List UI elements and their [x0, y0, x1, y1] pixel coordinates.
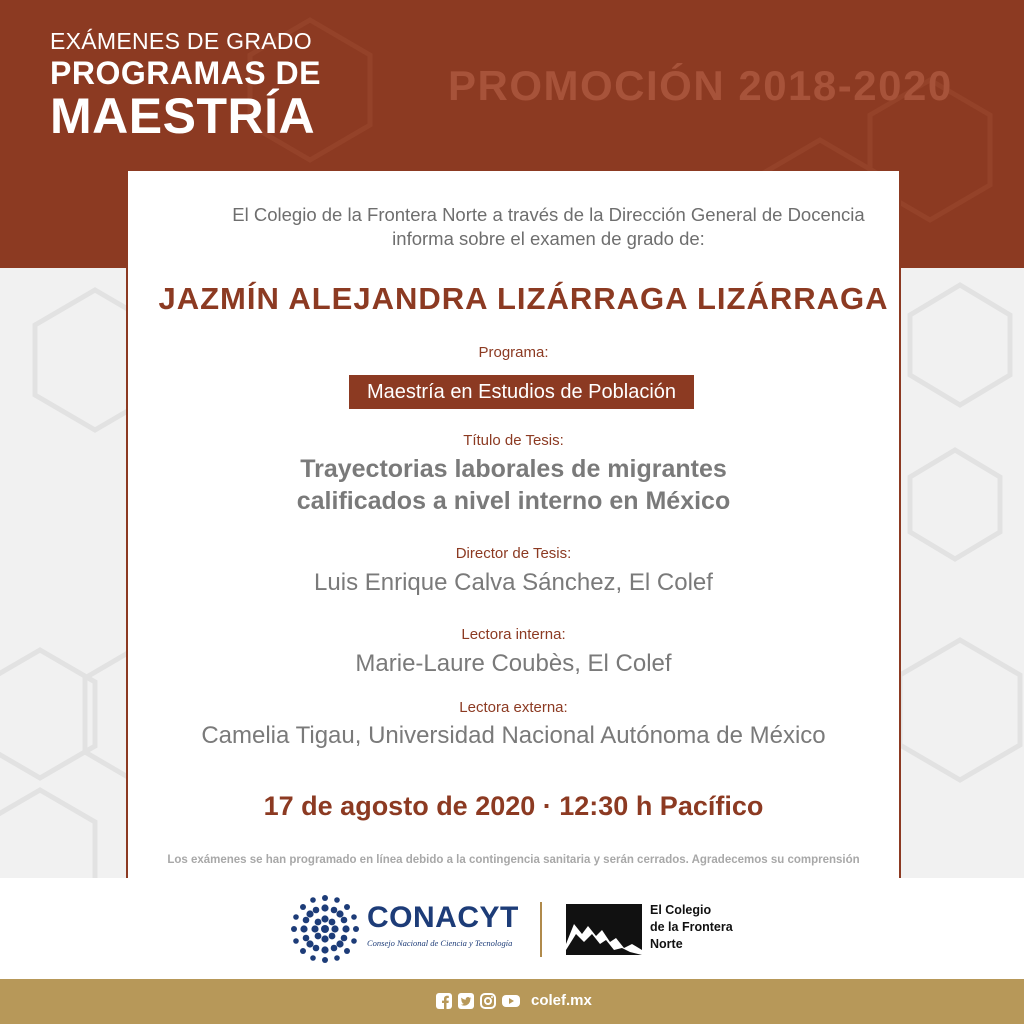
conacyt-logo-icon [291, 895, 359, 963]
logo-divider [540, 902, 542, 957]
colef-name [650, 902, 733, 953]
intro-line-2: informa sobre el examen de grado de: [392, 228, 705, 249]
website-link[interactable]: colef.mx [531, 992, 592, 1009]
header-title [50, 28, 321, 144]
internal-reader-value: Marie-Laure Coubès, El Colef [355, 650, 672, 677]
header-line-exams: EXÁMENES DE GRADO [50, 28, 312, 54]
facebook-icon[interactable] [436, 993, 452, 1009]
candidate-name: JAZMÍN ALEJANDRA LIZÁRRAGA LIZÁRRAGA [158, 281, 889, 316]
intro-line-1: El Colegio de la Frontera Norte a través de la Dirección General de Docencia [232, 204, 865, 225]
exam-date: 17 de agosto de 2020 · 12:30 h Pacífico [263, 791, 764, 821]
internal-reader-label: Lectora interna: [461, 626, 566, 643]
thesis-label: Título de Tesis: [463, 432, 564, 449]
footer-band [0, 979, 1024, 1024]
promotion-label: PROMOCIÓN 2018-2020 [448, 62, 953, 109]
instagram-icon[interactable] [480, 993, 496, 1009]
twitter-icon[interactable] [458, 993, 474, 1009]
logo-band [0, 878, 1024, 979]
header-line-masters: MAESTRÍA [50, 88, 316, 144]
director-label: Director de Tesis: [455, 545, 572, 562]
disclaimer-text: Los exámenes se han programado en línea debido a la contingencia sanitaria y serán cerrados. Agradecemos su comprensión [167, 854, 860, 866]
colef-name-line-2: de la Frontera [650, 920, 733, 934]
social-icons [436, 993, 518, 1009]
external-reader-label: Lectora externa: [459, 699, 568, 716]
intro-text [128, 203, 899, 251]
external-reader-value: Camelia Tigau, Universidad Nacional Autónoma de México [201, 722, 826, 749]
conacyt-name: CONACYT [367, 901, 519, 934]
director-value: Luis Enrique Calva Sánchez, El Colef [314, 569, 713, 596]
colef-name-line-3: Norte [650, 937, 683, 951]
thesis-title-line-1: Trayectorias laborales de migrantes [300, 455, 727, 483]
conacyt-subtitle: Consejo Nacional de Ciencia y Tecnología [367, 938, 513, 948]
program-label: Programa: [478, 344, 549, 361]
thesis-title-line-2: calificados a nivel interno en México [296, 487, 731, 515]
announcement-card [126, 171, 901, 878]
header-line-programs: PROGRAMAS DE [50, 55, 321, 91]
youtube-icon[interactable] [502, 993, 518, 1009]
colef-name-line-1: El Colegio [650, 903, 712, 917]
colef-logo-icon [566, 904, 642, 955]
program-value: Maestría en Estudios de Población [349, 375, 694, 409]
